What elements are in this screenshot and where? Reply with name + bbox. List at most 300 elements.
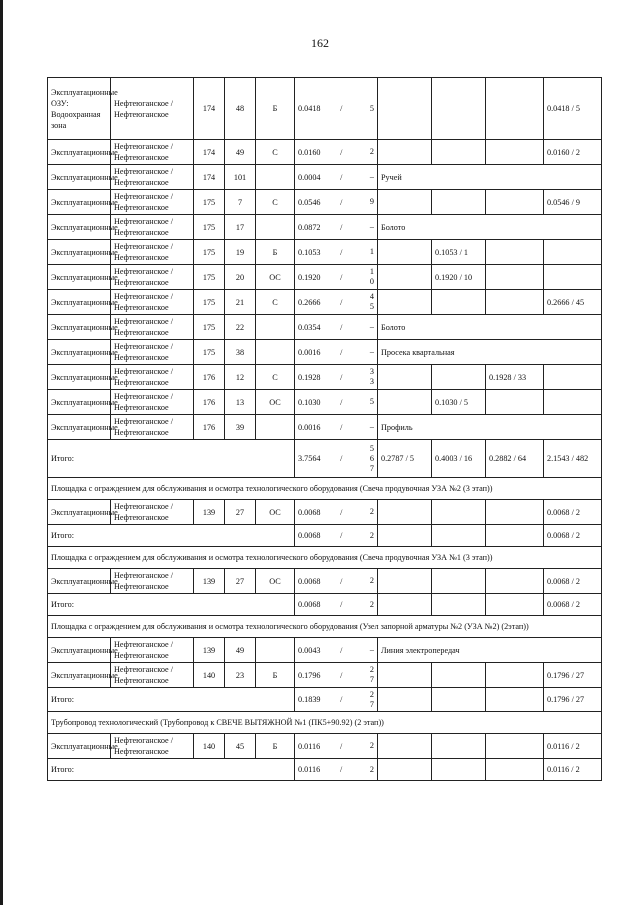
tree-count [362,576,374,586]
category [256,340,295,365]
share-3 [486,569,544,594]
area-value: 0.0016 [298,347,321,357]
row-total: 0.0160 / 2 [544,140,602,165]
forestry-name: Нефтеюганское / Нефтеюганское [111,265,194,290]
area-slash: / [340,645,343,655]
share-2 [432,688,486,712]
table-row [48,215,602,240]
total-row [48,759,602,781]
section-title: Площадка с ограждением для обслуживания и осмотра технологического оборудования (Узел запорной арматуры №2 (УЗА №2) (2этап)) [48,616,602,638]
share-1 [378,569,432,594]
share-1 [378,290,432,315]
plot-number: 38 [225,340,256,365]
forestry-name: Нефтеюганское / Нефтеюганское [111,215,194,240]
plot-number: 45 [225,734,256,759]
category [256,215,295,240]
area-slash: / [340,695,343,704]
row-total: 0.2666 / 45 [544,290,602,315]
table-row [48,638,602,663]
area-slash: / [340,454,343,463]
quarter-number: 139 [194,500,225,525]
area-cell [295,440,378,478]
forestry-name: Нефтеюганское / Нефтеюганское [111,315,194,340]
share-1 [378,365,432,390]
tree-count-digit: 6 [369,453,374,463]
area-value: 0.0068 [298,531,321,540]
area-slash: / [340,397,343,407]
share-2 [432,569,486,594]
table-row [48,165,602,190]
share-1 [378,78,432,140]
category: ОС [256,390,295,415]
share-2: 0.4003 / 16 [432,440,486,478]
share-2 [432,290,486,315]
usage-type: Эксплуатационные [48,315,111,340]
category [256,638,295,663]
area-slash: / [340,576,343,586]
row-total: 0.0116 / 2 [544,759,602,781]
area-cell [295,265,378,290]
tree-count-digit: 7 [369,463,374,473]
share-1 [378,240,432,265]
share-3 [486,190,544,215]
category: С [256,365,295,390]
area-value: 0.1839 [298,695,321,704]
area-value: 0.0160 [298,147,321,157]
area-value: 0.2666 [298,297,321,307]
tree-count-digit: 0 [369,277,374,286]
forestry-name: Нефтеюганское / Нефтеюганское [111,340,194,365]
share-3 [486,390,544,415]
tree-count [362,197,374,207]
row-total [544,240,602,265]
plot-number: 27 [225,569,256,594]
share-3 [486,688,544,712]
quarter-number: 139 [194,569,225,594]
tree-count [362,347,374,357]
usage-type: Эксплуатационные [48,638,111,663]
quarter-number: 175 [194,315,225,340]
area-slash: / [340,600,343,609]
area-cell [295,734,378,759]
share-1 [378,265,432,290]
area-value: 0.0068 [298,600,321,609]
area-value: 0.0546 [298,197,321,207]
area-cell [295,759,378,781]
share-2 [432,140,486,165]
area-value: 0.0872 [298,222,321,232]
tree-count-digit: – [369,172,374,181]
table-row [48,265,602,290]
forestry-name: Нефтеюганское / Нефтеюганское [111,569,194,594]
table-row [48,190,602,215]
share-3 [486,734,544,759]
usage-type: Эксплуатационные [48,140,111,165]
plot-number: 21 [225,290,256,315]
share-3 [486,265,544,290]
row-total: 0.0418 / 5 [544,78,602,140]
tree-count-digit: 3 [369,377,374,386]
share-2 [432,594,486,616]
forestry-name: Нефтеюганское / Нефтеюганское [111,290,194,315]
tree-count [362,267,374,287]
usage-type: Эксплуатационные [48,340,111,365]
forestry-name: Нефтеюганское / Нефтеюганское [111,365,194,390]
quarter-number: 139 [194,638,225,663]
total-row [48,525,602,547]
category: Б [256,734,295,759]
table-row [48,500,602,525]
row-total: 0.0068 / 2 [544,569,602,594]
area-cell [295,415,378,440]
forestry-name: Нефтеюганское / Нефтеюганское [111,734,194,759]
section-header [48,547,602,569]
tree-count [362,690,374,710]
total-row [48,440,602,478]
share-1 [378,734,432,759]
plot-number: 12 [225,365,256,390]
share-2 [432,525,486,547]
area-slash: / [340,272,343,282]
row-total: 0.0546 / 9 [544,190,602,215]
category: С [256,190,295,215]
quarter-number: 174 [194,165,225,190]
section-header [48,478,602,500]
share-3 [486,500,544,525]
share-3 [486,240,544,265]
usage-type: Эксплуатационные [48,415,111,440]
area-cell [295,688,378,712]
quarter-number: 140 [194,734,225,759]
total-label: Итого: [48,525,295,547]
share-3: 0.2882 / 64 [486,440,544,478]
area-slash: / [340,670,343,680]
plot-number: 48 [225,78,256,140]
table-row [48,290,602,315]
tree-count-digit: 5 [369,302,374,311]
area-cell [295,78,378,140]
quarter-number: 175 [194,215,225,240]
tree-count-digit: – [369,322,374,331]
share-2 [432,500,486,525]
forestry-name: Нефтеюганское / Нефтеюганское [111,240,194,265]
area-cell [295,525,378,547]
plot-number: 19 [225,240,256,265]
plot-number: 13 [225,390,256,415]
plot-number: 23 [225,663,256,688]
share-2 [432,78,486,140]
table-body [48,78,602,781]
tree-count [362,531,374,541]
usage-type: Эксплуатационные [48,500,111,525]
section-title: Площадка с ограждением для обслуживания и осмотра технологического оборудования (Свеча продувочная УЗА №1 (3 этап)) [48,547,602,569]
forestry-name: Нефтеюганское / Нефтеюганское [111,78,194,140]
share-1: 0.2787 / 5 [378,440,432,478]
quarter-number: 176 [194,390,225,415]
area-slash: / [340,507,343,517]
area-cell [295,638,378,663]
share-1 [378,390,432,415]
tree-count-digit: 7 [369,699,374,709]
tree-count-digit: – [369,347,374,356]
quarter-number: 175 [194,340,225,365]
usage-type: Эксплуатационные ОЗУ: Водоохранная зона [48,78,111,140]
category: ОС [256,265,295,290]
plot-number: 39 [225,415,256,440]
usage-type: Эксплуатационные [48,290,111,315]
area-cell [295,290,378,315]
total-label: Итого: [48,440,295,478]
share-2: 0.1920 / 10 [432,265,486,290]
area-value: 0.0354 [298,322,321,332]
share-3 [486,759,544,781]
plot-number: 27 [225,500,256,525]
area-cell [295,315,378,340]
quarter-number: 175 [194,190,225,215]
land-note: Просека квартальная [378,340,602,365]
table-row [48,663,602,688]
area-value: 0.0068 [298,507,321,517]
share-1 [378,663,432,688]
row-total: 0.0116 / 2 [544,734,602,759]
tree-count [362,172,374,182]
tree-count [362,322,374,332]
tree-count [362,292,374,312]
tree-count-digit: 4 [369,292,374,301]
area-value: 0.1053 [298,247,321,257]
row-total: 0.1796 / 27 [544,663,602,688]
row-total [544,265,602,290]
area-slash: / [340,197,343,207]
row-total [544,390,602,415]
forestry-name: Нефтеюганское / Нефтеюганское [111,165,194,190]
section-header [48,712,602,734]
tree-count-digit: 5 [369,397,374,406]
tree-count-digit: – [369,645,374,654]
share-3: 0.1928 / 33 [486,365,544,390]
quarter-number: 174 [194,140,225,165]
tree-count [362,444,374,474]
quarter-number: 176 [194,415,225,440]
tree-count [362,765,374,775]
tree-count-digit: 2 [369,764,374,774]
quarter-number: 140 [194,663,225,688]
area-slash: / [340,172,343,182]
section-title: Трубопровод технологический (Трубопровод к СВЕЧЕ ВЫТЯЖНОЙ №1 (ПК5+90.92) (2 этап)) [48,712,602,734]
tree-count-digit: 1 [369,247,374,256]
page-number: 162 [311,36,329,50]
table-row [48,78,602,140]
area-slash: / [340,147,343,157]
tree-count [362,104,374,114]
plot-number: 22 [225,315,256,340]
area-slash: / [340,531,343,540]
area-value: 0.0043 [298,645,321,655]
tree-count [362,367,374,387]
quarter-number: 175 [194,240,225,265]
share-3 [486,140,544,165]
area-value: 0.1928 [298,372,321,382]
category: ОС [256,569,295,594]
share-1 [378,594,432,616]
tree-count [362,600,374,610]
tree-count-digit: 2 [369,507,374,516]
share-2 [432,734,486,759]
row-total: 0.0068 / 2 [544,500,602,525]
area-cell [295,594,378,616]
usage-type: Эксплуатационные [48,265,111,290]
share-3 [486,290,544,315]
usage-type: Эксплуатационные [48,240,111,265]
land-note: Профиль [378,415,602,440]
table-row [48,240,602,265]
quarter-number: 175 [194,265,225,290]
total-row [48,688,602,712]
tree-count-digit: 2 [369,530,374,540]
total-label: Итого: [48,594,295,616]
table-row [48,390,602,415]
share-2: 0.1053 / 1 [432,240,486,265]
table-row [48,315,602,340]
share-2: 0.1030 / 5 [432,390,486,415]
table-row [48,569,602,594]
area-value: 0.1920 [298,272,321,282]
tree-count-digit: 2 [369,147,374,156]
area-slash: / [339,741,343,751]
table-row [48,140,602,165]
tree-count-digit: 2 [369,599,374,609]
tree-count-digit: 2 [369,576,374,585]
area-slash: / [340,372,343,382]
area-slash: / [340,347,343,357]
category: Б [256,663,295,688]
table-row [48,734,602,759]
tree-count-digit: 3 [369,367,374,376]
share-2 [432,190,486,215]
share-1 [378,500,432,525]
plot-number: 49 [225,140,256,165]
area-value: 0.0004 [298,172,321,182]
row-total: 0.0068 / 2 [544,525,602,547]
area-cell [295,663,378,688]
plot-number: 17 [225,215,256,240]
total-label: Итого: [48,688,295,712]
share-3 [486,525,544,547]
tree-count [362,507,374,517]
total-label: Итого: [48,759,295,781]
usage-type: Эксплуатационные [48,190,111,215]
category: С [256,140,295,165]
land-note: Ручей [378,165,602,190]
area-cell [295,500,378,525]
area-cell [295,165,378,190]
forestry-name: Нефтеюганское / Нефтеюганское [111,663,194,688]
tree-count [362,422,374,432]
area-value: 3.7564 [298,454,321,463]
usage-type: Эксплуатационные [48,365,111,390]
share-1 [378,525,432,547]
usage-type: Эксплуатационные [48,663,111,688]
area-cell [295,215,378,240]
row-total: 0.1796 / 27 [544,688,602,712]
tree-count [362,741,374,751]
forest-plots-table [47,77,602,781]
usage-type: Эксплуатационные [48,390,111,415]
plot-number: 20 [225,265,256,290]
quarter-number: 174 [194,78,225,140]
forestry-name: Нефтеюганское / Нефтеюганское [111,190,194,215]
table-row [48,340,602,365]
area-value: 0.0016 [298,422,321,432]
plot-number: 7 [225,190,256,215]
forestry-name: Нефтеюганское / Нефтеюганское [111,500,194,525]
row-total [544,365,602,390]
usage-type: Эксплуатационные [48,569,111,594]
quarter-number: 176 [194,365,225,390]
table-row [48,415,602,440]
quarter-number: 175 [194,290,225,315]
share-1 [378,140,432,165]
land-note: Болото [378,215,602,240]
tree-count-digit: 7 [369,675,374,684]
page-left-edge [0,0,3,905]
total-row [48,594,602,616]
share-1 [378,688,432,712]
share-2 [432,365,486,390]
area-slash: / [340,322,343,332]
tree-count-digit: – [369,222,374,231]
tree-count [362,247,374,257]
forestry-name: Нефтеюганское / Нефтеюганское [111,638,194,663]
area-value: 0.0068 [298,576,321,586]
share-1 [378,759,432,781]
tree-count-digit: 1 [369,267,374,276]
category: С [256,290,295,315]
share-3 [486,78,544,140]
tree-count-digit: 2 [369,665,374,674]
share-2 [432,759,486,781]
area-cell [295,390,378,415]
area-slash: / [340,104,343,113]
share-3 [486,594,544,616]
area-cell [295,365,378,390]
tree-count [362,222,374,232]
category [256,315,295,340]
category: Б [256,240,295,265]
tree-count-digit: 9 [369,197,374,206]
tree-count-digit: 2 [369,689,374,699]
area-value: 0.1796 [298,670,321,680]
tree-count [362,397,374,407]
area-cell [295,340,378,365]
area-slash: / [339,765,343,774]
area-cell [295,190,378,215]
area-cell [295,240,378,265]
plot-number: 49 [225,638,256,663]
share-1 [378,190,432,215]
row-total: 2.1543 / 482 [544,440,602,478]
area-slash: / [340,247,343,257]
tree-count-digit: 5 [369,103,374,113]
area-slash: / [340,222,343,232]
usage-type: Эксплуатационные [48,734,111,759]
category [256,165,295,190]
category: ОС [256,500,295,525]
tree-count-digit: 2 [369,741,374,750]
tree-count [362,665,374,685]
forestry-name: Нефтеюганское / Нефтеюганское [111,140,194,165]
category: Б [256,78,295,140]
